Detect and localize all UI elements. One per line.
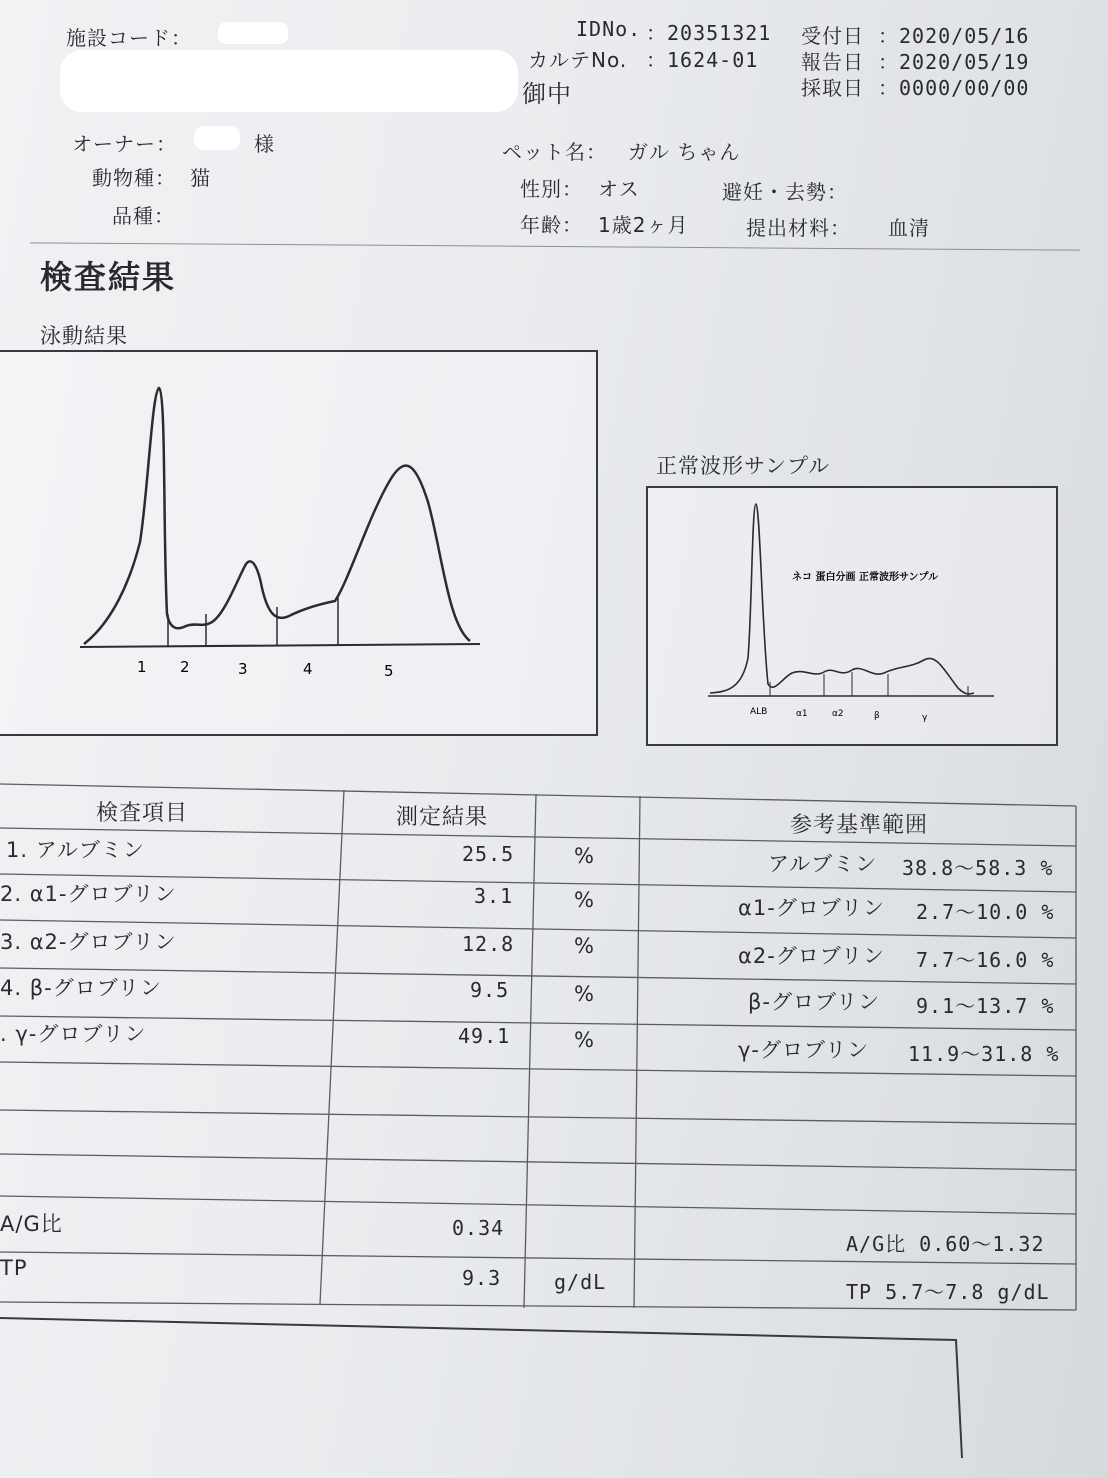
id-label: IDNo. — [576, 17, 642, 41]
received-label: 受付日 — [801, 24, 864, 48]
tp-value: 9.3 — [462, 1266, 502, 1290]
ref-name: γ-グロブリン — [738, 1038, 870, 1062]
facility-code-label: 施設コード： — [66, 26, 192, 50]
species-value: 猫 — [190, 166, 211, 190]
material-label: 提出材料： — [746, 216, 851, 240]
row-value: 12.8 — [462, 932, 515, 956]
karte-value: ：1624-01 — [646, 48, 759, 72]
sample-label-gamma: γ — [922, 713, 928, 723]
ref-name: α2-グロブリン — [738, 944, 885, 968]
normal-sample-title: 正常波形サンプル — [656, 454, 831, 478]
tp-unit: g/dL — [554, 1270, 607, 1294]
row-item: 2. α1-グロブリン — [0, 882, 177, 906]
row-unit: % — [574, 934, 595, 958]
row-value: 3.1 — [474, 884, 514, 908]
ref-range: 9.1～13.7 % — [916, 994, 1055, 1018]
ag-value: 0.34 — [452, 1216, 505, 1240]
ref-range: 38.8～58.3 % — [902, 856, 1054, 880]
owner-suffix: 様 — [254, 132, 275, 156]
sample-label-a1: α1 — [796, 709, 808, 719]
row-item: 1. アルブミン — [6, 838, 145, 862]
report-date-label: 報告日 — [801, 50, 864, 74]
karte-label: カルテNo. — [528, 48, 628, 72]
section-title: 検査結果 — [40, 258, 177, 296]
tp-label: TP — [0, 1256, 28, 1280]
row-unit: % — [574, 1028, 595, 1052]
age-value: 1歳2ヶ月 — [598, 213, 689, 237]
tp-reference: TP 5.7～7.8 g/dL — [846, 1280, 1050, 1304]
row-unit: % — [574, 888, 595, 912]
sex-value: オス — [598, 177, 640, 201]
collected-value: ：0000/00/00 — [878, 76, 1030, 100]
ref-name: β-グロブリン — [748, 990, 881, 1014]
sex-label: 性別： — [520, 177, 583, 201]
id-value: ：20351321 — [646, 21, 772, 45]
peak-label-5: 5 — [384, 662, 394, 680]
sample-label-beta: β — [874, 711, 880, 721]
breed-label: 品種： — [112, 204, 175, 228]
neuter-label: 避妊・去勢： — [722, 180, 848, 204]
row-value: 25.5 — [462, 842, 515, 866]
collected-label: 採取日 — [801, 76, 864, 100]
row-value: 49.1 — [458, 1024, 511, 1048]
row-unit: % — [574, 982, 595, 1006]
peak-label-4: 4 — [303, 660, 313, 678]
addressee-suffix: 御中 — [522, 80, 572, 108]
pet-name-value: ガル ちゃん — [628, 140, 741, 164]
received-value: ：2020/05/16 — [878, 24, 1030, 48]
ag-label: A/G比 — [0, 1212, 63, 1236]
material-value: 血清 — [888, 216, 930, 240]
ref-name: アルブミン — [768, 852, 878, 876]
row-item: 4. β-グロブリン — [0, 976, 162, 1000]
ref-range: 11.9～31.8 % — [908, 1042, 1060, 1066]
owner-label: オーナー： — [72, 132, 177, 156]
col-header-item: 検査項目 — [96, 801, 189, 826]
row-item: 3. α2-グロブリン — [0, 930, 177, 954]
electrophoresis-title: 泳動結果 — [40, 324, 128, 348]
peak-label-1: 1 — [137, 658, 147, 676]
col-header-reference: 参考基準範囲 — [790, 813, 929, 838]
report-date-value: ：2020/05/19 — [878, 50, 1030, 74]
row-unit: % — [574, 844, 595, 868]
ref-name: α1-グロブリン — [738, 896, 885, 920]
ref-range: 7.7～16.0 % — [916, 948, 1055, 972]
sample-label-a2: α2 — [832, 709, 844, 719]
age-label: 年齢： — [520, 213, 583, 237]
sample-caption: ネコ 蛋白分画 正常波形サンプル — [792, 572, 939, 583]
ref-range: 2.7～10.0 % — [916, 900, 1055, 924]
peak-label-3: 3 — [238, 660, 248, 678]
ag-reference: A/G比 0.60～1.32 — [846, 1232, 1045, 1256]
col-header-result: 測定結果 — [396, 805, 489, 830]
peak-label-2: 2 — [180, 658, 190, 676]
row-item: . γ-グロブリン — [0, 1022, 147, 1046]
pet-name-label: ペット名： — [502, 140, 607, 164]
row-value: 9.5 — [470, 978, 510, 1002]
species-label: 動物種： — [92, 166, 176, 190]
sample-label-alb: ALB — [750, 707, 768, 717]
